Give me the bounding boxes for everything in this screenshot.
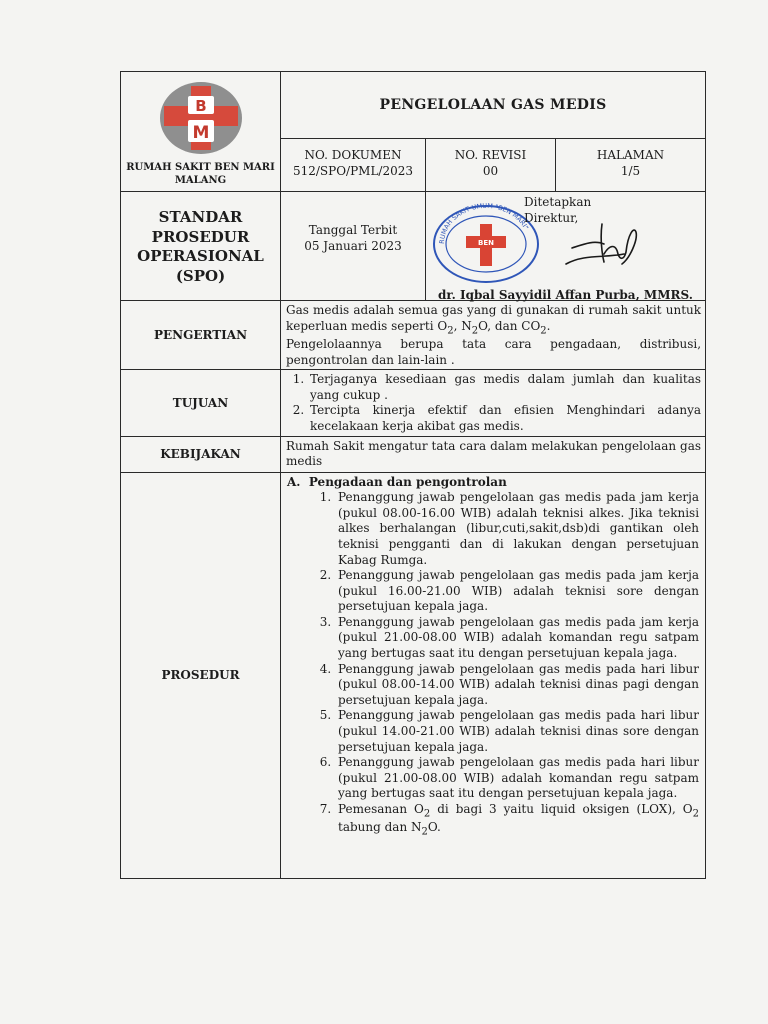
- spo-title: STANDAR PROSEDUR OPERASIONAL (SPO): [137, 208, 264, 285]
- objective-item: 2. Tercipta kinerja efektif dan efisien Menghindari adanya kecelakaan kerja akibat gas medis.: [308, 403, 701, 434]
- page-label: HALAMAN: [596, 148, 665, 162]
- hospital-name: RUMAH SAKIT BEN MARI MALANG: [126, 162, 275, 186]
- director-signature: [564, 214, 644, 274]
- revision-label: NO. REVISI: [454, 148, 527, 162]
- director-name: dr. Iqbal Sayyidil Affan Purba, MMRS.: [438, 288, 693, 302]
- label-tujuan: TUJUAN: [121, 370, 281, 436]
- approval-text: Ditetapkan Direktur,: [524, 195, 592, 226]
- document-title: PENGELOLAAN GAS MEDIS: [379, 97, 607, 113]
- procedure-content: [281, 472, 706, 878]
- hospital-logo-cell: [121, 72, 281, 192]
- label-prosedur: PROSEDUR: [121, 472, 281, 878]
- spo-title-cell: [121, 192, 281, 301]
- svg-text:RUMAH SAKIT UMUM "BEN MARI": RUMAH SAKIT UMUM "BEN MARI": [437, 201, 531, 245]
- procedure-item: 3. Penanggung jawab pengelolaan gas medis pada jam kerja (pukul 21.00-08.00 WIB) adalah komandan regu satpam yang bertugas saat itu dengan persetujuan kepala jaga.: [335, 615, 699, 662]
- label-pengertian: PENGERTIAN: [121, 301, 281, 370]
- svg-text:B: B: [194, 97, 207, 115]
- doc-number-label: NO. DOKUMEN: [304, 148, 402, 162]
- procedure-subheading: A. Pengadaan dan pengontrolan: [287, 474, 507, 489]
- page-value: 1/5: [620, 164, 641, 179]
- issue-date-cell: [281, 192, 426, 301]
- revision-cell: [426, 139, 556, 192]
- procedure-item: 2. Penanggung jawab pengelolaan gas medis pada jam kerja (pukul 16.00-21.00 WIB) adalah teknisi sore dengan persetujuan kepala jaga.: [335, 568, 699, 615]
- svg-text:BEN: BEN: [478, 239, 494, 247]
- title-cell: [281, 72, 706, 139]
- spo-table: [120, 71, 706, 879]
- hospital-logo: [158, 80, 244, 158]
- doc-number-cell: [281, 139, 426, 192]
- objective-list: [281, 370, 706, 436]
- procedure-item: 6. Penanggung jawab pengelolaan gas medis pada hari libur (pukul 21.00-08.00 WIB) adalah komandan regu satpam yang bertugas saat itu dengan persetujuan kepala jaga.: [335, 755, 699, 802]
- page-cell: [556, 139, 706, 192]
- procedure-item: 4. Penanggung jawab pengelolaan gas medis pada hari libur (pukul 08.00-14.00 WIB) adalah teknisi dinas pagi dengan persetujuan kepala jaga.: [335, 662, 699, 709]
- procedure-item: 5. Penanggung jawab pengelolaan gas medis pada hari libur (pukul 14.00-21.00 WIB) adalah teknisi dinas sore dengan persetujuan kepala jaga.: [335, 708, 699, 755]
- label-kebijakan: KEBIJAKAN: [121, 436, 281, 472]
- procedure-item: 1. Penanggung jawab pengelolaan gas medis pada jam kerja (pukul 08.00-16.00 WIB) adalah teknisi alkes. Jika teknisi alkes berhalangan (libur,cuti,sakit,dsb)di gantikan oleh teknisi pengganti dan di lakukan dengan persetujuan Kabag Rumga.: [335, 490, 699, 568]
- svg-text:M: M: [192, 123, 209, 143]
- issue-date-value: 05 Januari 2023: [304, 239, 402, 254]
- policy-text: Rumah Sakit mengatur tata cara dalam melakukan pengelolaan gas medis: [281, 436, 706, 472]
- revision-value: 00: [482, 164, 499, 179]
- doc-number-value: 512/SPO/PML/2023: [292, 164, 414, 179]
- definition-text: Gas medis adalah semua gas yang di gunakan di rumah sakit untuk keperluan medis seperti $O_2$, $N_2O$, dan $CO_2$. Pengelolaannya berupa tata cara pengadaan, distribusi, pengontrolan dan lain-lain .: [281, 301, 706, 370]
- objective-item: 1. Terjaganya kesediaan gas medis dalam jumlah dan kualitas yang cukup .: [308, 372, 701, 403]
- issue-date-label: Tanggal Terbit: [308, 223, 398, 237]
- approval-cell: [426, 192, 706, 301]
- procedure-item: 7. Pemesanan $O_2$ di bagi 3 yaitu liquid oksigen (LOX), $O_2$ tabung dan $N_2O$.: [335, 802, 699, 839]
